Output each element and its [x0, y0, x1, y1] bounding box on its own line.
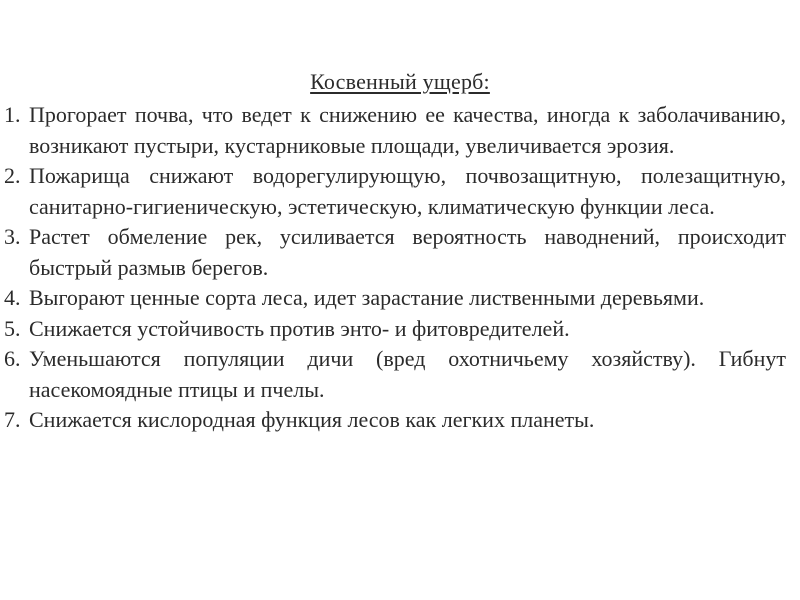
list-item-text: Растет обмеление рек, усиливается вероятность наводнений, происходит быстрый размыв берегов. [29, 224, 786, 280]
list-item-number: 4. [4, 285, 21, 310]
list-item [4, 100, 786, 161]
list-item-text: Пожарища снижают водорегулирующую, почвозащитную, полезащитную, санитарно-гигиеническую, эстетическую, климатическую функции леса. [29, 163, 786, 219]
list-item-text: Снижается устойчивость против энто- и фитовредителей. [29, 315, 570, 341]
list-item-number: 2. [4, 163, 21, 188]
list-item [4, 161, 786, 222]
damage-list [4, 100, 786, 436]
list-item-number: 5. [4, 315, 21, 341]
list-item [4, 344, 786, 405]
list-item [4, 222, 786, 283]
list-item-text: Уменьшаются популяции дичи (вред охотничьему хозяйству). Гибнут насекомоядные птицы и пчелы. [29, 346, 786, 402]
list-item [4, 283, 786, 314]
list-item-text: Снижается кислородная функция лесов как легких планеты. [29, 407, 595, 432]
list-item-number: 1. [4, 102, 21, 127]
list-item [4, 314, 786, 345]
list-item-number: 6. [4, 346, 21, 371]
list-item-text: Выгорают ценные сорта леса, идет зарастание лиственными деревьями. [29, 285, 705, 310]
list-item-number: 7. [4, 407, 21, 432]
slide-title: Косвенный ущерб: [310, 69, 490, 94]
list-item [4, 405, 786, 436]
list-item-number: 3. [4, 224, 21, 249]
list-item-text: Прогорает почва, что ведет к снижению ее качества, иногда к заболачиванию, возникают пустыри, кустарниковые площади, увеличивается эрозия. [29, 102, 786, 158]
